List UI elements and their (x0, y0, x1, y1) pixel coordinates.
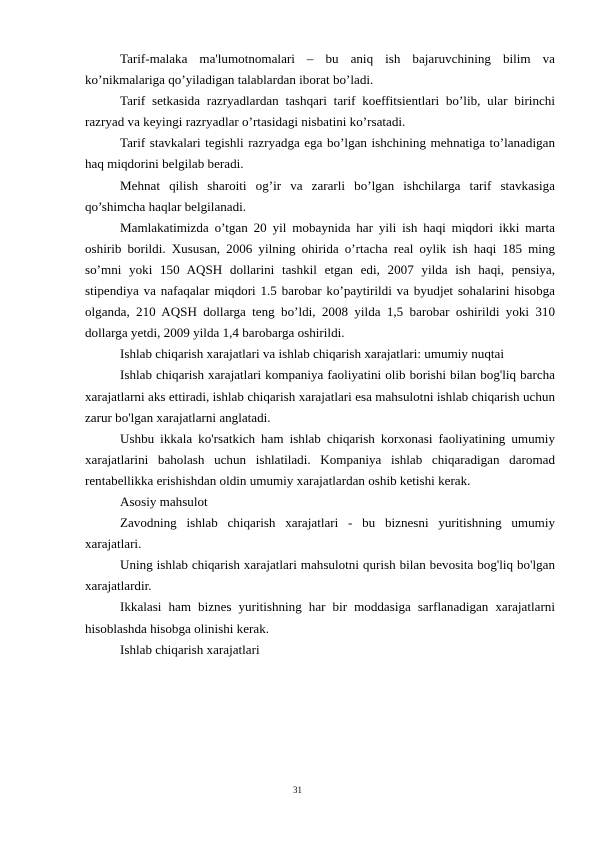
section-heading: Ishlab chiqarish xarajatlari (120, 641, 260, 657)
paragraph: Uning ishlab chiqarish xarajatlari mahsulotni qurish bilan bevosita bog'liq bo'lgan xarajatlardir. (85, 557, 555, 594)
section-heading: Asosiy mahsulot (120, 493, 208, 509)
paragraph: Tarif setkasida razryadlardan tashqari tarif koeffitsientlari bo’lib, ular birinchi razryad va keyingi razryadlar o’rtasidagi nisbatini ko’rsatadi. (85, 93, 555, 130)
paragraph: Tarif stavkalari tegishli razryadga ega bo’lgan ishchining mehnatiga to’lanadigan haq miqdorini belgilab beradi. (85, 135, 555, 172)
paragraph: Zavodning ishlab chiqarish xarajatlari - bu biznesni yuritishning umumiy xarajatlari. (85, 515, 555, 552)
paragraph: Mamlakatimizda o’tgan 20 yil mobaynida har yili ish haqi miqdori ikki marta oshirib borildi. Xususan, 2006 yilning ohirida o’rtacha real oylik ish haqi 185 ming so’mni yoki 150 AQSH dollarini tashkil etgan edi, 2007 yilda ish haqi, pensiya, stipendiya va nafaqalar miqdori 1.5 barobar ko’paytirildi va byudjet sohalarini hisobga olganda, 210 AQSH dollarga teng bo’ldi, 2008 yilda 1,5 barobar oshirildi yoki 310 dollarga yetdi, 2009 yilda 1,4 barobarga oshirildi. (85, 219, 555, 341)
paragraph: Tarif-malaka ma'lumotnomalari – bu aniq ish bajaruvchining bilim va ko’nikmalariga qo’yiladigan talablardan iborat bo’ladi. (85, 51, 555, 88)
document-body (85, 48, 555, 660)
paragraph: Ushbu ikkala ko'rsatkich ham ishlab chiqarish korxonasi faoliyatining umumiy xarajatlarini baholash uchun ishlatiladi. Kompaniya ishlab chiqaradigan daromad rentabellikka erishishdan oldin umumiy xarajatlardan oshib ketishi kerak. (85, 430, 555, 488)
paragraph: Ishlab chiqarish xarajatlari kompaniya faoliyatini olib borishi bilan bog'liq barcha xarajatlarni aks ettiradi, ishlab chiqarish xarajatlari esa mahsulotni ishlab chiqarish uchun zarur bo'lgan xarajatlarni anglatadi. (85, 367, 555, 425)
section-heading: Ishlab chiqarish xarajatlari va ishlab chiqarish xarajatlari: umumiy nuqtai (120, 346, 504, 362)
paragraph: Mehnat qilish sharoiti og’ir va zararli bo’lgan ishchilarga tarif stavkasiga qo’shimcha haqlar belgilanadi. (85, 177, 555, 214)
page-number: 31 (293, 785, 302, 795)
paragraph: Ikkalasi ham biznes yuritishning har bir moddasiga sarflanadigan xarajatlarni hisoblashda hisobga olinishi kerak. (85, 599, 555, 636)
